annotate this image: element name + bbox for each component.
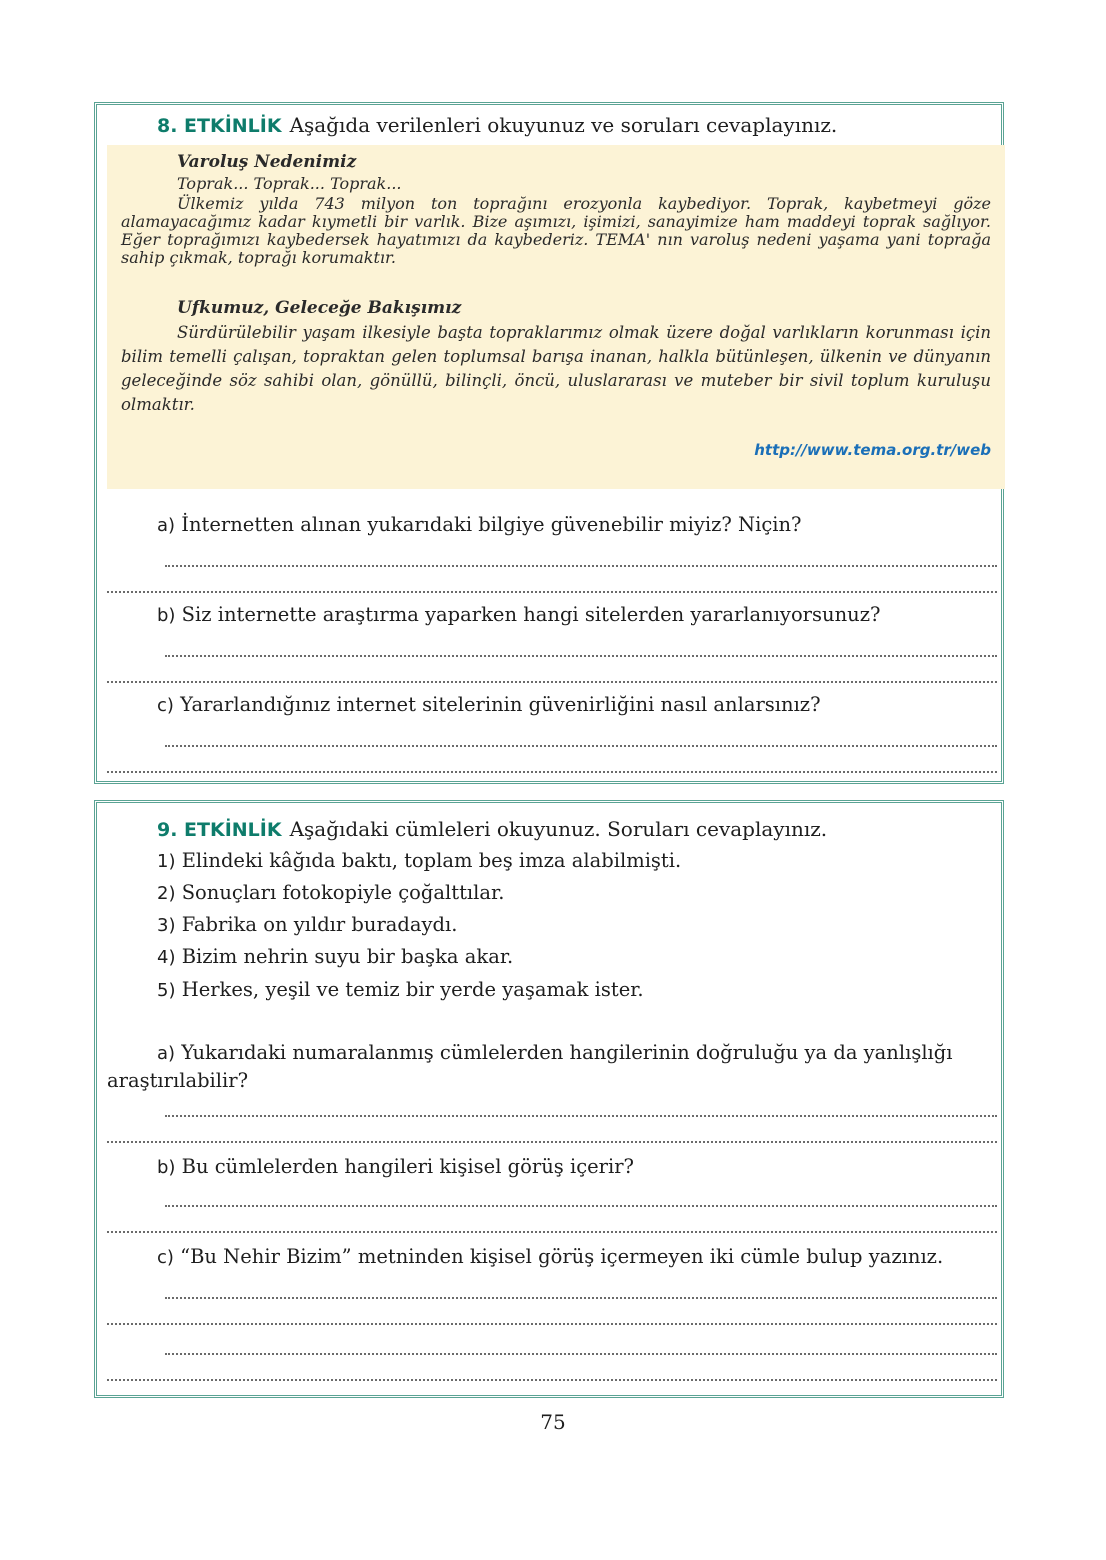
reading-paragraph-1: Ülkemiz yılda 743 milyon ton toprağını erozyonla kaybediyor. Toprak, kaybetmeyi göze alamayacağımız kadar kıymetli bir varlık. Bize aşımızı, işimizi, sanayimize ham maddeyi toprak sağlıyor. Eğer toprağımızı kaybedersek hayatımızı da kaybederiz. TEMA' nın varoluş nedeni yaşama yani toprağa sahip çıkmak, toprağı korumaktır. <box>121 194 991 267</box>
answer-line[interactable] <box>165 1115 997 1117</box>
sentence-5 <box>157 978 644 1001</box>
sentence-4-text: Bizim nehrin suyu bir başka akar. <box>181 945 514 968</box>
sentence-5-text: Herkes, yeşil ve temiz bir yerde yaşamak ister. <box>181 978 644 1001</box>
answer-line[interactable] <box>107 1231 997 1233</box>
question-8c-text: Yararlandığınız internet sitelerinin güvenirliğini nasıl anlarsınız? <box>180 693 821 716</box>
sentence-3 <box>157 913 457 936</box>
answer-line[interactable] <box>165 1353 997 1355</box>
question-8a-label: a) <box>157 515 176 536</box>
question-8a-text: İnternetten alınan yukarıdaki bilgiye güvenebilir miyiz? Niçin? <box>181 513 802 536</box>
activity-9-heading <box>157 817 827 841</box>
answer-line[interactable] <box>107 1379 997 1381</box>
reading-paragraph-2: Sürdürülebilir yaşam ilkesiyle başta topraklarımız olmak üzere doğal varlıkların korunması için bilim temelli çalışan, topraktan gelen toplumsal barışa inanan, halkla bütünleşen, ülkenin ve dünyanın geleceğinde söz sahibi olan, gönüllü, bilinçli, öncü, uluslararası ve muteber bir sivil toplum kuruluşu olmaktır. <box>121 323 991 414</box>
sentence-3-label: 3) <box>157 915 176 936</box>
reading-title-2: Ufkumuz, Geleceğe Bakışımız <box>177 298 462 318</box>
question-9b-text: Bu cümlelerden hangileri kişisel görüş içerir? <box>181 1155 634 1178</box>
answer-line[interactable] <box>107 681 997 683</box>
answer-line[interactable] <box>107 591 997 593</box>
question-9b <box>157 1155 634 1178</box>
activity-9-instruction: Aşağıdaki cümleleri okuyunuz. Soruları cevaplayınız. <box>289 817 828 841</box>
reading-passage <box>107 145 1005 489</box>
question-8b <box>157 603 880 626</box>
answer-line[interactable] <box>165 1297 997 1299</box>
activity-9-box <box>94 800 1004 1398</box>
sentence-3-text: Fabrika on yıldır buradaydı. <box>181 913 458 936</box>
question-8c <box>157 693 821 716</box>
source-link[interactable]: http://www.tema.org.tr/web <box>754 441 991 459</box>
activity-8-tag: 8. ETKİNLİK <box>157 115 282 137</box>
reading-title-1: Varoluş Nedenimiz <box>177 152 357 172</box>
answer-line[interactable] <box>107 1323 997 1325</box>
sentence-2-text: Sonuçları fotokopiyle çoğalttılar. <box>181 881 505 904</box>
sentence-1-label: 1) <box>157 851 176 872</box>
question-9c-text: “Bu Nehir Bizim” metninden kişisel görüş içermeyen iki cümle bulup yazınız. <box>180 1245 944 1268</box>
sentence-1 <box>157 849 681 872</box>
activity-8-instruction: Aşağıda verilenleri okuyunuz ve soruları cevaplayınız. <box>289 113 838 137</box>
question-8c-label: c) <box>157 695 174 716</box>
answer-line[interactable] <box>107 771 997 773</box>
question-9a-text: Yukarıdaki numaralanmış cümlelerden hangilerinin doğruluğu ya da yanlışlığı araştırılabilir? <box>107 1041 953 1092</box>
question-8b-label: b) <box>157 605 176 626</box>
activity-8-heading <box>157 113 837 137</box>
question-8a <box>157 513 802 536</box>
sentence-5-label: 5) <box>157 980 176 1001</box>
answer-line[interactable] <box>165 745 997 747</box>
question-8b-text: Siz internette araştırma yaparken hangi sitelerden yararlanıyorsunuz? <box>181 603 881 626</box>
activity-8-box <box>94 102 1004 784</box>
sentence-4 <box>157 945 513 968</box>
reading-line-1: Toprak... Toprak... Toprak... <box>177 174 402 193</box>
answer-line[interactable] <box>165 1205 997 1207</box>
activity-9-tag: 9. ETKİNLİK <box>157 819 282 841</box>
question-9b-label: b) <box>157 1157 176 1178</box>
answer-line[interactable] <box>165 655 997 657</box>
sentence-2 <box>157 881 504 904</box>
sentence-2-label: 2) <box>157 883 176 904</box>
answer-line[interactable] <box>165 565 997 567</box>
question-9c-label: c) <box>157 1247 174 1268</box>
answer-line[interactable] <box>107 1141 997 1143</box>
question-9a <box>107 1039 997 1094</box>
question-9a-label: a) <box>157 1043 176 1064</box>
question-9c <box>157 1245 943 1268</box>
sentence-4-label: 4) <box>157 947 176 968</box>
sentence-1-text: Elindeki kâğıda baktı, toplam beş imza alabilmişti. <box>181 849 682 872</box>
page-number: 75 <box>540 1410 566 1434</box>
